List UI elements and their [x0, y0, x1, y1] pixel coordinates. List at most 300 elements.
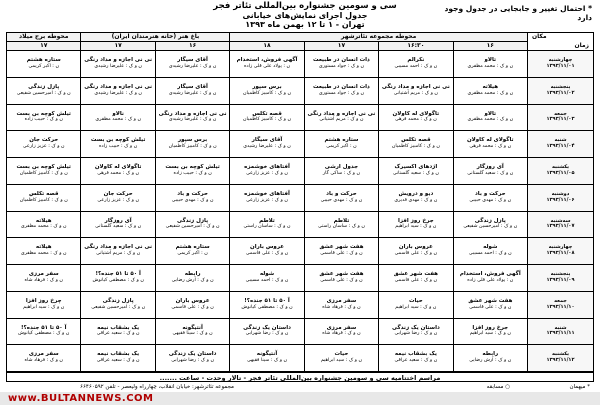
performance-director: ن و ک : امیرحسین شفیعی — [91, 304, 146, 310]
performance-director: ن و ک : جواد مستوری — [318, 90, 365, 96]
performance-title: آی روزگار — [476, 164, 504, 171]
performance-cell — [230, 265, 304, 292]
performance-director: ن و ک : امیرحسین شفیعی — [165, 224, 220, 230]
performance-title: ستاره هشتم — [26, 57, 61, 64]
performance-director: ن و ک : حبیب زاده — [24, 117, 63, 123]
performance-cell — [304, 104, 378, 131]
performance-director: ن و ک : سعید عراقی — [96, 331, 140, 337]
performance-cell — [379, 77, 453, 104]
day-name: شنبه — [554, 137, 567, 144]
performance-title: رابطه — [482, 351, 499, 358]
day-cell — [528, 131, 594, 158]
watermark: www.BULTANNEWS.COM — [0, 392, 600, 405]
legend-guest: * میهمان — [569, 384, 590, 390]
day-date: ۱۳۹۳/۱۱/۰۶ — [546, 196, 575, 203]
performance-title: جرخ روز افزا — [472, 324, 509, 331]
performance-title: آ ۵۰ تا ۵۱ جنده؟! — [21, 324, 67, 331]
performance-director: ن و ک : حبیب زاده — [173, 170, 212, 176]
change-notice: * احتمال تغییر و جابجایی در جدول وجود دارد — [444, 4, 592, 22]
performance-title: سفر مرزی — [326, 324, 357, 331]
performance-cell — [81, 104, 155, 131]
performance-director: ن و ک : فرهاد شاه — [322, 304, 361, 310]
performance-director: ن و ک : رضا شهرابی — [171, 358, 214, 364]
performance-cell — [155, 104, 229, 131]
performance-cell — [155, 211, 229, 238]
legend-competition: ○ مسابقه — [486, 384, 510, 390]
day-cell — [528, 158, 594, 185]
performance-title: ستاره هشتم — [175, 244, 210, 251]
performance-title: دیو و درویش — [398, 190, 434, 197]
performance-director: ن و ک : علیرضا رشیدی — [94, 90, 142, 96]
performance-title: حرکت جان — [103, 190, 133, 197]
performance-director: ن و ک : علی قاسمی — [320, 277, 363, 283]
performance-title: هفت شهر عشق — [319, 244, 364, 251]
performance-title: نکرالم — [407, 57, 425, 64]
performance-title: هیلاته — [35, 244, 52, 251]
performance-title: هفت شهر عشق — [319, 271, 364, 278]
performance-cell — [453, 184, 527, 211]
performance-director: ن و ک : علی قاسمی — [245, 251, 289, 257]
performance-director: ن و ک : علی قاسمی — [394, 277, 438, 283]
day-name: شنبه — [554, 324, 567, 331]
time-header: ۱۷ — [7, 42, 81, 51]
day-date: ۱۳۹۳/۱۱/۰۸ — [546, 250, 575, 257]
performance-director: ن و ک : سعید گلستانی — [95, 224, 142, 230]
performance-cell — [155, 238, 229, 265]
performance-title: نالاو — [112, 110, 124, 117]
day-row — [7, 104, 594, 131]
performance-title: آ ۵۰ تا ۵۱ جنده؟! — [244, 297, 290, 304]
title-line1: سی و سومین جشنواره بین‌المللی تئاتر فجر — [213, 1, 397, 11]
performance-cell — [7, 291, 81, 318]
performance-cell — [155, 51, 229, 78]
performance-title: آقای سیگار — [177, 83, 208, 90]
performance-director: ن و ک : علیرضا رشیدی — [168, 63, 217, 69]
performance-title: ذات انسان در طبیعت — [313, 57, 370, 64]
performance-cell — [379, 318, 453, 345]
performance-cell — [453, 104, 527, 131]
performance-title: سفر مرزی — [28, 351, 59, 358]
day-row — [7, 184, 594, 211]
performance-director: ن و ک : آرش رضایی — [469, 358, 512, 364]
performance-cell — [304, 51, 378, 78]
day-cell — [528, 238, 594, 265]
performance-cell — [379, 104, 453, 131]
time-header: ۱۷ — [81, 42, 155, 51]
performance-director: ن و ک : علیرضا رشیدی — [168, 90, 217, 96]
performance-cell — [7, 51, 81, 78]
venue-header-theatre: محوطه مجموعه تئاترشهر — [230, 33, 528, 42]
day-date: ۱۳۹۳/۱۱/۰۱ — [546, 62, 575, 69]
performance-cell — [155, 158, 229, 185]
performance-director: ن و ک : مهدی حبیبی — [171, 197, 214, 203]
performance-cell — [379, 238, 453, 265]
performance-director: ن و ک : محمد مظفری — [467, 90, 514, 96]
performance-cell — [379, 131, 453, 158]
performance-cell — [7, 265, 81, 292]
performance-cell — [155, 291, 229, 318]
day-row — [7, 77, 594, 104]
day-row — [7, 51, 594, 78]
time-header: ۱۸ — [230, 42, 304, 51]
performance-director: ن و ک : علی قاسمی — [171, 304, 214, 310]
performance-director: ن و ک : سینا فقیهی — [246, 358, 288, 364]
performance-cell — [81, 184, 155, 211]
performance-director: ن و ک : فرهاد شاه — [24, 277, 63, 283]
day-name: یکشنبه — [552, 164, 569, 171]
performance-director: ن : پولاد علی قلی زاده — [467, 277, 514, 283]
performance-title: ستاره هشتم — [324, 137, 359, 144]
performance-cell — [155, 265, 229, 292]
performance-director: ن و ک : مهدی قدیری — [394, 197, 438, 203]
performance-cell — [304, 211, 378, 238]
performance-title: آ ۵۰ تا ۵۱ جنده؟! — [95, 271, 141, 278]
day-date: ۱۳۹۳/۱۱/۰۳ — [546, 116, 575, 123]
performance-director: ن و ک : مریم آشتیانی — [393, 90, 438, 96]
performance-title: حیات — [334, 351, 349, 358]
performance-title: تاگولای له کاولان — [94, 164, 142, 171]
performance-title: نی نی اجازه و مداد رنگی — [84, 83, 153, 90]
performance-director: ن و ک : محمد فرهی — [394, 117, 437, 123]
performance-title: داستان یک زندگی — [168, 351, 217, 358]
performance-director: ن و ک : احمد مسیبی — [468, 251, 512, 257]
performance-director: ن و ک : سید ابراهیم — [320, 358, 363, 364]
performance-title: اژدهای اکسیرک — [394, 164, 438, 171]
schedule-table — [6, 32, 594, 372]
day-row — [7, 211, 594, 238]
performance-cell — [453, 77, 527, 104]
performance-title: چرخ روز افزا — [25, 297, 62, 304]
performance-title: داستان یک زندگی — [391, 324, 440, 331]
performance-director: ن و ک : فرهاد شاه — [322, 331, 361, 337]
legend-address: مجموعه تئاترشهر: خیابان انقلاب، چهارراه ولیعصر - تلفن ۶۶۴۶۰۵۹۲ — [80, 384, 234, 390]
performance-director: ن و ک : فرهاد شاه — [24, 358, 63, 364]
day-cell — [528, 318, 594, 345]
performance-title: داستان یک زندگی — [243, 324, 291, 331]
performance-director: ن و ک : امیرحسین شفیعی — [463, 224, 518, 230]
header-corner — [528, 33, 594, 51]
performance-title: تیلش کوچه بن بست — [16, 110, 71, 117]
performance-director: ن و ک : کامبیز کاظمیان — [168, 144, 217, 150]
performance-cell — [230, 345, 304, 372]
day-date: ۱۳۹۳/۱۱/۱۱ — [546, 330, 575, 337]
day-row — [7, 158, 594, 185]
performance-director: ن و ک : حبیب زاده — [99, 144, 138, 150]
performance-cell — [81, 318, 155, 345]
performance-title: تلاطم — [333, 217, 350, 224]
performance-title: آقای سیگار — [177, 57, 208, 64]
performance-director: ن و ک : امیرحسین شفیعی — [16, 90, 71, 96]
performance-director: ن و ک : محمد مظفری — [95, 117, 142, 123]
day-row — [7, 238, 594, 265]
legend — [0, 384, 600, 392]
performance-director: ن و ک : عزیز زارعی — [97, 197, 140, 203]
performance-cell — [81, 211, 155, 238]
performance-cell — [230, 104, 304, 131]
performance-title: برس سپور — [177, 137, 208, 144]
day-cell — [528, 291, 594, 318]
performance-title: حرکت و باد — [177, 190, 208, 197]
performance-title: نی نی اجازه و مداد رنگی — [307, 110, 376, 117]
performance-cell — [155, 318, 229, 345]
performance-cell — [230, 51, 304, 78]
performance-cell — [304, 77, 378, 104]
closing-ceremony-note: مراسم اختتامیه سی و سومین جشنواره بین‌المللی تئاتر فجر - تالار وحدت - ساعت ....... — [6, 372, 594, 382]
performance-director: ن و ک : محمد فرهی — [469, 144, 512, 150]
performance-cell — [304, 318, 378, 345]
performance-title: آفتاهای خوشمزه — [244, 190, 290, 197]
performance-title: تالاو — [484, 110, 497, 117]
performance-cell — [7, 238, 81, 265]
performance-cell — [81, 265, 155, 292]
performance-cell — [81, 238, 155, 265]
performance-director: ن و ک : سینا فقیهی — [172, 331, 213, 337]
day-date: ۱۳۹۳/۱۱/۱۰ — [546, 303, 575, 310]
performance-title: یک بشقاب نیمه — [97, 324, 140, 331]
performance-cell — [230, 131, 304, 158]
performance-title: شوله — [483, 244, 498, 251]
performance-director: ن و ک : مهدی حبیبی — [320, 197, 363, 203]
day-name: پنجشنبه — [550, 83, 571, 90]
performance-cell — [230, 318, 304, 345]
performance-director: ن و ک : آرش رضایی — [171, 277, 214, 283]
performance-title: حرکت جان — [29, 137, 59, 144]
day-name: یکشنبه — [552, 351, 569, 358]
performance-director: ن و ک : عزیز زارعی — [22, 144, 65, 150]
performance-title: تلاطم — [259, 217, 275, 224]
day-name: چهارشنبه — [548, 57, 573, 64]
performance-cell — [155, 131, 229, 158]
performance-director: ن و ک : سید ابراهیم — [23, 304, 65, 310]
performance-director: ن و ک : علیرضا رشیدی — [168, 117, 217, 123]
performance-title: حیات — [408, 297, 423, 304]
performance-director: ن و ک : علیرضا رشیدی — [243, 144, 291, 150]
day-cell — [528, 51, 594, 78]
day-name: چهارشنبه — [548, 244, 573, 251]
performance-cell — [304, 345, 378, 372]
performance-title: آی روزگار — [104, 217, 132, 224]
performance-director: ن و ک : رضا شهرابی — [394, 331, 438, 337]
performance-cell — [453, 318, 527, 345]
performance-cell — [379, 345, 453, 372]
day-date: ۱۳۹۳/۱۱/۰۹ — [546, 276, 575, 283]
performance-title: تاگولای له کاولان — [466, 137, 514, 144]
day-cell — [528, 104, 594, 131]
performance-title: تیلش کوچه بن بست — [165, 164, 220, 171]
performance-director: ن : اکبر کریمی — [326, 144, 357, 150]
performance-title: عروس باران — [398, 244, 433, 251]
performance-cell — [379, 158, 453, 185]
performance-director: ن و ک : محمد مظفری — [467, 117, 514, 123]
day-cell — [528, 265, 594, 292]
performance-cell — [304, 265, 378, 292]
title-line2: جدول اجرای نمایش‌های خیابانی — [242, 11, 368, 20]
performance-title: آفتاهای خوشمزه — [244, 164, 290, 171]
performance-title: قصه تکلس — [252, 110, 282, 117]
performance-cell — [304, 131, 378, 158]
performance-title: ذات انسان در طبیعت — [313, 83, 370, 90]
performance-cell — [7, 184, 81, 211]
performance-cell — [7, 158, 81, 185]
day-name: دوشنبه — [551, 190, 570, 197]
performance-title: قصه تکلس — [401, 137, 431, 144]
performance-cell — [379, 184, 453, 211]
performance-cell — [453, 265, 527, 292]
day-name: جمعه — [554, 110, 567, 117]
day-cell — [528, 77, 594, 104]
performance-title: هفت شهر عشق — [468, 297, 513, 304]
performance-director: ن و ک : علی قاسمی — [320, 251, 363, 257]
performance-director: ن : اکبر کریمی — [28, 63, 59, 69]
performance-cell — [230, 184, 304, 211]
performance-cell — [81, 291, 155, 318]
performance-title: عروس باران — [250, 244, 285, 251]
performance-title: هیلاته — [35, 217, 52, 224]
venue-header-artgarden: باغ هنر (خانه هنرمندان ایران) — [81, 33, 230, 42]
day-row — [7, 265, 594, 292]
performance-cell — [379, 51, 453, 78]
performance-director: ن و ک : ساکی گار — [322, 170, 361, 176]
performance-director: ن و ک : علی قاسمی — [394, 251, 438, 257]
performance-title: آگهی فروش، استخدام — [236, 57, 298, 64]
performance-director: ن و ک : مصطفی کیانوش — [18, 331, 70, 337]
performance-director: ن و ک : جواد مستوری — [318, 63, 365, 69]
performance-title: یک بشقاب نیمه — [394, 351, 437, 358]
time-label: زمان — [574, 42, 589, 50]
performance-title: قصه تکلس — [28, 190, 59, 197]
performance-title: سفر مرزی — [28, 271, 59, 278]
performance-director: ن و ک : سعید گلستانی — [392, 170, 439, 176]
performance-title: شوله — [259, 271, 275, 278]
performance-title: جرخ روز افزا — [398, 217, 434, 224]
performance-director: ن و ک : علی قاسمی — [469, 304, 512, 310]
performance-director: ن و ک : محمد مظفری — [20, 251, 67, 257]
performance-title: نی نی اجازه و مداد رنگی — [84, 57, 153, 64]
page-title — [160, 2, 450, 29]
performance-cell — [7, 211, 81, 238]
performance-director: ن و ک : کامبیز کاظمیان — [391, 144, 440, 150]
day-row — [7, 318, 594, 345]
performance-title: برس سپور — [252, 83, 282, 90]
day-cell — [528, 211, 594, 238]
day-name: پنجشنبه — [550, 271, 571, 278]
performance-title: حرکت و باد — [474, 190, 506, 197]
day-date: ۱۳۹۳/۱۱/۰۵ — [546, 169, 575, 176]
performance-title: پازل زندگی — [177, 217, 209, 224]
performance-director: ن و ک : محمد مظفری — [20, 224, 67, 230]
performance-cell — [230, 77, 304, 104]
performance-cell — [7, 345, 81, 372]
performance-director: ن و ک : مهدی حبیبی — [469, 197, 512, 203]
performance-cell — [304, 158, 378, 185]
day-date: ۱۳۹۳/۱۱/۱۲ — [546, 357, 575, 364]
performance-cell — [304, 238, 378, 265]
performance-title: عروس باران — [175, 297, 210, 304]
performance-cell — [155, 184, 229, 211]
performance-title: نی نی اجازه و مداد رنگی — [381, 83, 450, 90]
performance-director: ن : اکبر کریمی — [177, 251, 208, 257]
performance-cell — [453, 345, 527, 372]
day-name: سه‌شنبه — [550, 217, 571, 224]
performance-cell — [155, 77, 229, 104]
performance-title: سفر مرزی — [326, 297, 357, 304]
performance-director: ن و ک : عزیز زارعی — [246, 170, 288, 176]
performance-director: ن و ک : مصطفی کیانوش — [241, 304, 293, 310]
performance-director: ن و ک : ساسان راستی — [317, 224, 365, 230]
performance-cell — [230, 238, 304, 265]
performance-cell — [7, 318, 81, 345]
performance-title: آنتیگونه — [256, 351, 278, 358]
performance-cell — [81, 51, 155, 78]
performance-title: جدول ارشی — [324, 164, 359, 171]
performance-title: پازل زندگی — [474, 217, 506, 224]
performance-director: ن و ک : کامبیز کاظمیان — [19, 170, 68, 176]
performance-director: ن و ک : مریم آشتیانی — [319, 117, 364, 123]
performance-cell — [81, 158, 155, 185]
performance-director: ن و ک : سعید عراقی — [96, 358, 140, 364]
performance-title: تالاو — [484, 57, 497, 64]
performance-cell — [230, 291, 304, 318]
performance-title: تاگولای له کاولان — [392, 110, 440, 117]
performance-cell — [7, 131, 81, 158]
performance-director: ن و ک : سعید گلستانی — [467, 170, 514, 176]
day-cell — [528, 345, 594, 372]
venue-header-milad: محوطه برج میلاد — [7, 33, 81, 42]
performance-title: آگهی فروش، استخدام — [459, 271, 521, 278]
performance-title: آنتیگونه — [182, 324, 203, 331]
performance-cell — [81, 131, 155, 158]
performance-director: ن و ک : سید ابراهیم — [395, 224, 437, 230]
performance-cell — [7, 104, 81, 131]
performance-cell — [304, 291, 378, 318]
performance-title: هفت شهر عشق — [393, 271, 438, 278]
day-name: جمعه — [554, 297, 567, 304]
performance-cell — [379, 291, 453, 318]
day-date: ۱۳۹۳/۱۱/۰۴ — [546, 143, 575, 150]
performance-director: ن و ک : مریم آشتیانی — [96, 251, 141, 257]
day-row — [7, 131, 594, 158]
time-header: ۱۷ — [304, 42, 378, 51]
performance-director: ن و ک : احمد مسیبی — [245, 277, 289, 283]
day-date: ۱۳۹۳/۱۱/۰۲ — [546, 89, 575, 96]
performance-director: ن و ک : علیرضا رشیدی — [94, 63, 142, 69]
performance-director: ن و ک : رضا شهرابی — [245, 331, 289, 337]
performance-title: پازل زندگی — [102, 297, 134, 304]
performance-cell — [453, 51, 527, 78]
performance-cell — [453, 211, 527, 238]
performance-cell — [304, 184, 378, 211]
time-header: ۱۶:۳۰ — [379, 42, 453, 51]
performance-title: پازل زندگی — [28, 83, 60, 90]
performance-director: ن و ک : سعید عراقی — [394, 358, 438, 364]
performance-director: ن و ک : کامبیز کاظمیان — [19, 197, 68, 203]
performance-cell — [230, 211, 304, 238]
day-row — [7, 345, 594, 372]
performance-director: ن و ک : محمد فرهی — [97, 170, 140, 176]
performance-director: ن و ک : احمد مسیبی — [394, 63, 438, 69]
time-header: ۱۶ — [155, 42, 229, 51]
performance-cell — [155, 345, 229, 372]
day-date: ۱۳۹۳/۱۱/۰۷ — [546, 223, 575, 230]
day-cell — [528, 184, 594, 211]
performance-title: نی نی اجازه و مداد رنگی — [158, 110, 227, 117]
performance-cell — [7, 77, 81, 104]
performance-title: نی نی اجازه و مداد رنگی — [84, 244, 153, 251]
performance-director: ن و ک : کامبیز کاظمیان — [243, 117, 292, 123]
performance-director: ن : پولاد علی قلی زاده — [243, 63, 291, 69]
performance-cell — [453, 158, 527, 185]
performance-cell — [81, 77, 155, 104]
